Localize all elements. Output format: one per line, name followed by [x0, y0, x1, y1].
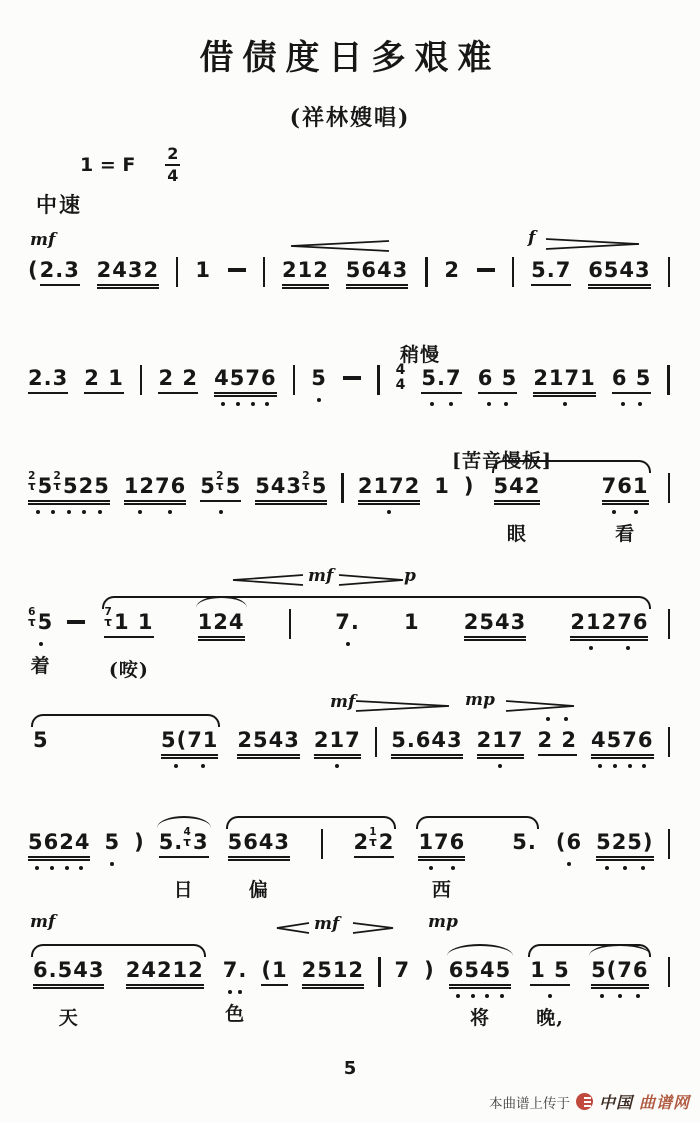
tempo-annotation: 稍慢 — [400, 344, 441, 366]
note-group: 2432 — [97, 258, 159, 286]
dynamic-marking: mf — [330, 692, 356, 712]
grace-note: 1 τ — [369, 826, 378, 849]
crescendo-hairpin-icon — [232, 574, 304, 586]
octave-dots — [30, 866, 88, 870]
decrescendo-hairpin-icon — [505, 700, 575, 712]
barline — [176, 257, 179, 287]
note-group: 5 — [104, 830, 120, 854]
slur-group — [28, 958, 209, 1030]
octave-dots — [216, 402, 274, 406]
barline — [668, 957, 671, 987]
meter-numerator: 2 — [167, 144, 179, 163]
notes-row — [28, 606, 670, 682]
note-group: 5643 偏 — [227, 830, 291, 902]
octave-dots — [337, 642, 358, 646]
dynamics-row — [28, 566, 670, 592]
music-line — [28, 446, 670, 546]
note-group: 2171 — [533, 366, 595, 394]
notes-row — [28, 958, 670, 1030]
note-group: (6 — [556, 830, 582, 854]
note-group: 5. 4 τ 3 日 — [158, 826, 209, 902]
notes-row — [28, 826, 670, 902]
barline — [321, 829, 324, 859]
octave-dots — [313, 398, 325, 402]
octave-dots — [532, 994, 568, 998]
key-signature — [80, 146, 180, 184]
note-group: 2543 — [464, 610, 526, 638]
lyric: 色 — [225, 1003, 246, 1026]
dynamics-row — [28, 228, 670, 258]
note-group: 543 2 τ 5 — [255, 474, 327, 502]
dynamic-marking: mf — [30, 912, 56, 932]
grace-note: 2 τ — [28, 470, 37, 493]
barline — [668, 727, 671, 757]
slur-group — [223, 826, 400, 902]
note-group: 6.543 天 — [33, 958, 105, 1030]
dynamic-marking: mf — [314, 914, 340, 934]
singer-subtitle: (祥林嫂唱) — [289, 105, 411, 131]
dynamics-row — [28, 340, 670, 366]
decrescendo-hairpin-icon — [352, 922, 394, 934]
octave-dots — [572, 646, 646, 650]
grace-note: 6 τ — [28, 606, 37, 629]
note-group: 5.7 — [531, 258, 571, 286]
octave-dots — [558, 862, 580, 866]
lyric: 偏 — [248, 879, 269, 902]
brand-name-part1: 中国 — [598, 1093, 633, 1112]
lyric: 日 — [173, 879, 194, 902]
dynamic-marking: p — [404, 566, 416, 586]
time-signature-header — [165, 146, 180, 184]
barline — [668, 829, 671, 859]
note-group: 525) — [596, 830, 653, 858]
decrescendo-hairpin-icon — [355, 700, 450, 712]
note-group: 5 — [33, 728, 49, 752]
note-group: 5624 — [28, 830, 90, 858]
grace-note: 2 τ — [302, 470, 311, 493]
open-paren: ( — [28, 258, 39, 282]
note-group: 6 τ 5 着 — [28, 606, 54, 678]
note-group: 6 5 — [478, 366, 518, 394]
octave-dots — [604, 510, 647, 514]
note-group: 4576 — [214, 366, 276, 394]
note-group: 2 — [444, 258, 461, 282]
note-group: ) — [134, 830, 145, 854]
note-group: 2 1 — [84, 366, 124, 394]
barline — [668, 473, 671, 503]
brand-name-part2: 曲谱网 — [638, 1093, 690, 1112]
note-group: 1 5 晚, — [530, 958, 570, 1030]
note-group: 542 眼 — [493, 474, 541, 546]
note-group: 2 2 — [538, 728, 578, 756]
octave-dots — [598, 866, 651, 870]
note-group: 2172 — [358, 474, 420, 502]
barline — [375, 727, 378, 757]
note-group: 2 1 τ 2 — [354, 830, 395, 858]
note-group: ) — [424, 958, 435, 982]
music-line — [28, 912, 670, 1030]
dynamic-marking: f — [528, 228, 536, 248]
note-group: 5.643 — [391, 728, 462, 756]
octave-dots — [163, 764, 216, 768]
note-group: 217 — [314, 728, 361, 756]
slur-group — [489, 474, 654, 546]
note-group: 4576 — [591, 728, 653, 756]
octave-dots — [420, 866, 463, 870]
music-line — [28, 802, 670, 902]
dynamic-marking: mp — [428, 912, 458, 932]
note-group: 5(71 — [161, 728, 218, 756]
held-note-dash — [343, 376, 361, 380]
lyric: 眼 — [506, 523, 527, 546]
note-group: 2 2 — [158, 366, 198, 394]
page-title: 借债度日多艰难 — [199, 38, 501, 78]
note-group: 1 — [434, 474, 450, 498]
note-group: 6 5 — [612, 366, 652, 394]
note-group: 217 — [477, 728, 524, 756]
tempo-marking: 中速 — [36, 192, 82, 217]
decrescendo-hairpin-icon — [545, 238, 640, 250]
note-group: 1276 — [124, 474, 186, 502]
note-group: 7 τ 1 1 (咹) — [104, 606, 154, 682]
lyric: 晚, — [536, 1007, 564, 1030]
octave-dots — [360, 510, 418, 514]
note-group: 7. — [335, 610, 360, 634]
held-note-dash — [477, 268, 495, 272]
note-group: 24212 — [126, 958, 204, 986]
lyric: (咹) — [108, 659, 149, 682]
lyric: 着 — [30, 655, 51, 678]
grace-note: 4 τ — [183, 826, 192, 849]
octave-dots — [593, 994, 646, 998]
note-group: 5643 — [346, 258, 408, 286]
note-group: 6545 将 — [448, 958, 512, 1030]
music-line — [28, 690, 670, 757]
note-group: 5 2 τ 5 — [200, 474, 241, 502]
barline — [140, 365, 143, 395]
barline — [263, 257, 266, 287]
lyric: 将 — [469, 1007, 491, 1030]
note-group: 5 — [311, 366, 327, 390]
grace-note: 7 τ — [104, 606, 113, 629]
music-line — [28, 566, 670, 682]
upload-note: 本曲谱上传于 — [488, 1095, 570, 1112]
octave-dots — [423, 402, 459, 406]
barline — [425, 257, 428, 287]
time-signature: 4 4 — [395, 362, 406, 394]
dynamic-marking: mp — [465, 690, 495, 710]
octave-dots — [451, 994, 509, 998]
slur-group — [413, 830, 541, 902]
note-group: 5(76 — [591, 958, 648, 986]
lyric: 西 — [431, 879, 452, 902]
notes-row — [28, 362, 670, 395]
octave-dots — [126, 510, 184, 514]
held-note-dash — [228, 268, 246, 272]
barline — [289, 609, 292, 639]
octave-dots — [614, 402, 650, 406]
crescendo-hairpin-icon — [290, 240, 390, 252]
music-line — [28, 228, 670, 287]
note-group: 5. — [512, 830, 537, 854]
note-group: 2512 — [302, 958, 364, 986]
barline — [668, 257, 671, 287]
note-group: 7. 色 — [222, 958, 248, 1026]
octave-dots — [225, 990, 246, 994]
note-group: 761 看 — [601, 474, 649, 546]
dynamic-marking: mf — [30, 230, 56, 250]
barline — [667, 365, 670, 395]
notes-row — [28, 258, 670, 287]
slur-group — [525, 958, 653, 1030]
barline — [668, 609, 671, 639]
barline — [377, 365, 380, 395]
note-group: 176 西 — [418, 830, 466, 902]
held-note-dash — [67, 620, 85, 624]
barline — [378, 957, 381, 987]
note-group: 212 — [282, 258, 329, 286]
octave-dots — [30, 510, 108, 514]
octave-dots — [535, 402, 593, 406]
octave-dots — [540, 717, 576, 721]
octave-dots — [480, 402, 516, 406]
note-group: 1 — [404, 610, 420, 634]
grace-note: 2 τ — [53, 470, 62, 493]
note-group: 124 — [198, 610, 245, 638]
lyric: 看 — [615, 523, 636, 546]
dynamic-marking: mf — [308, 566, 334, 586]
octave-dots — [593, 764, 651, 768]
note-group: 2543 — [237, 728, 299, 756]
key-label: 1 = F — [80, 154, 136, 176]
note-group: 7 — [394, 958, 411, 982]
watermark — [489, 1090, 690, 1113]
octave-dots — [479, 764, 522, 768]
note-group: 21276 — [570, 610, 648, 638]
decrescendo-hairpin-icon — [338, 574, 404, 586]
note-group: ( 2.3 — [28, 258, 80, 286]
octave-dots — [316, 764, 359, 768]
note-group: 2.3 — [28, 366, 68, 394]
note-group: 6543 — [588, 258, 650, 286]
notes-row — [28, 470, 670, 546]
note-group: ) — [463, 474, 475, 498]
octave-dots — [106, 862, 118, 866]
page-number: 5 — [343, 1058, 357, 1079]
grace-note: 2 τ — [215, 470, 225, 493]
notes-row — [28, 728, 670, 757]
lyric: 天 — [58, 1007, 79, 1030]
octave-dots — [30, 642, 51, 646]
note-group: 5.7 — [421, 366, 461, 394]
note-group: 2 τ 5 2 τ 525 — [28, 474, 110, 502]
barline — [293, 365, 296, 395]
slur-group — [28, 728, 223, 756]
slur-group — [99, 606, 653, 682]
tempo-annotation: [苦音慢板] — [452, 450, 552, 472]
note-group: 1 — [195, 258, 211, 282]
dynamics-row — [28, 912, 670, 942]
barline — [512, 257, 515, 287]
note-group: (1 — [261, 958, 287, 986]
octave-dots — [202, 510, 239, 514]
barline — [341, 473, 344, 503]
meter-denominator: 4 — [167, 166, 179, 185]
cqp-logo-icon — [576, 1093, 593, 1110]
music-line — [28, 340, 670, 395]
crescendo-hairpin-icon — [276, 922, 310, 934]
